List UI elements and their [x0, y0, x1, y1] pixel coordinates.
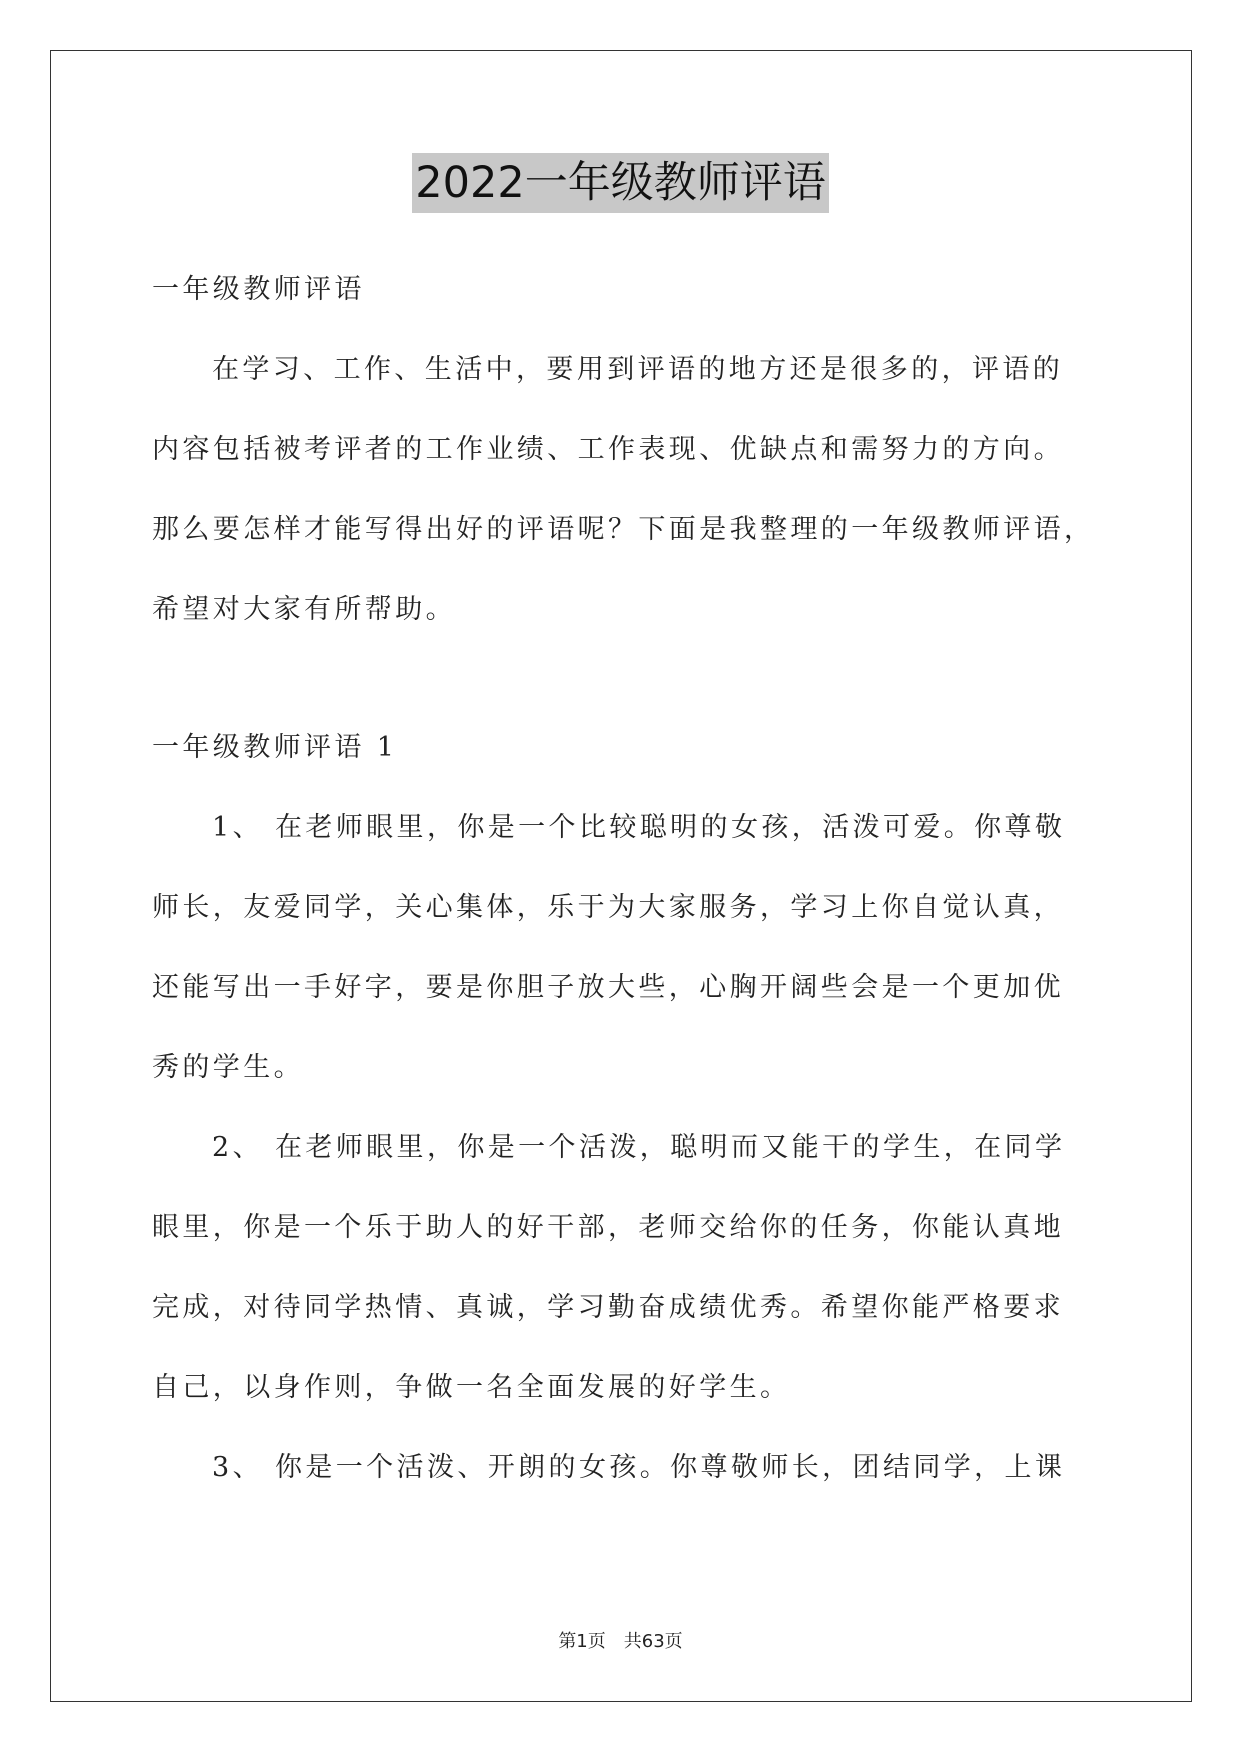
document-body: [152, 266, 1095, 1524]
item-line: 还能写出一手好字，要是你胆子放大些，心胸开阔些会是一个更加优: [152, 972, 1064, 1003]
item-line: 师长，友爱同学，关心集体，乐于为大家服务，学习上你自觉认真，: [152, 892, 1064, 923]
item-line: 2、 在老师眼里，你是一个活泼，聪明而又能干的学生，在同学: [212, 1132, 1066, 1163]
page-footer: 第1页 共63页: [558, 1631, 683, 1652]
intro-line: 内容包括被考评者的工作业绩、工作表现、优缺点和需努力的方向。: [152, 434, 1064, 465]
item-line: 1、 在老师眼里，你是一个比较聪明的女孩，活泼可爱。你尊敬: [212, 812, 1066, 843]
subtitle: 一年级教师评语: [152, 274, 365, 305]
intro-line: 希望对大家有所帮助。: [152, 594, 456, 625]
intro-line: 那么要怎样才能写得出好的评语呢？下面是我整理的一年级教师评语，: [152, 514, 1095, 545]
item-line: 3、 你是一个活泼、开朗的女孩。你尊敬师长，团结同学，上课: [212, 1452, 1066, 1483]
spacer: [152, 666, 1092, 724]
intro-line: 在学习、工作、生活中，要用到评语的地方还是很多的，评语的: [212, 354, 1064, 385]
item-line: 眼里，你是一个乐于助人的好干部，老师交给你的任务，你能认真地: [152, 1212, 1064, 1243]
item-line: 完成，对待同学热情、真诚，学习勤奋成绩优秀。希望你能严格要求: [152, 1292, 1064, 1323]
item-line: 秀的学生。: [152, 1052, 304, 1083]
document-title: 2022一年级教师评语: [412, 153, 828, 213]
item-line: 自己，以身作则，争做一名全面发展的好学生。: [152, 1372, 791, 1403]
title-wrap: [0, 153, 1241, 213]
section-heading: 一年级教师评语 1: [152, 732, 398, 763]
